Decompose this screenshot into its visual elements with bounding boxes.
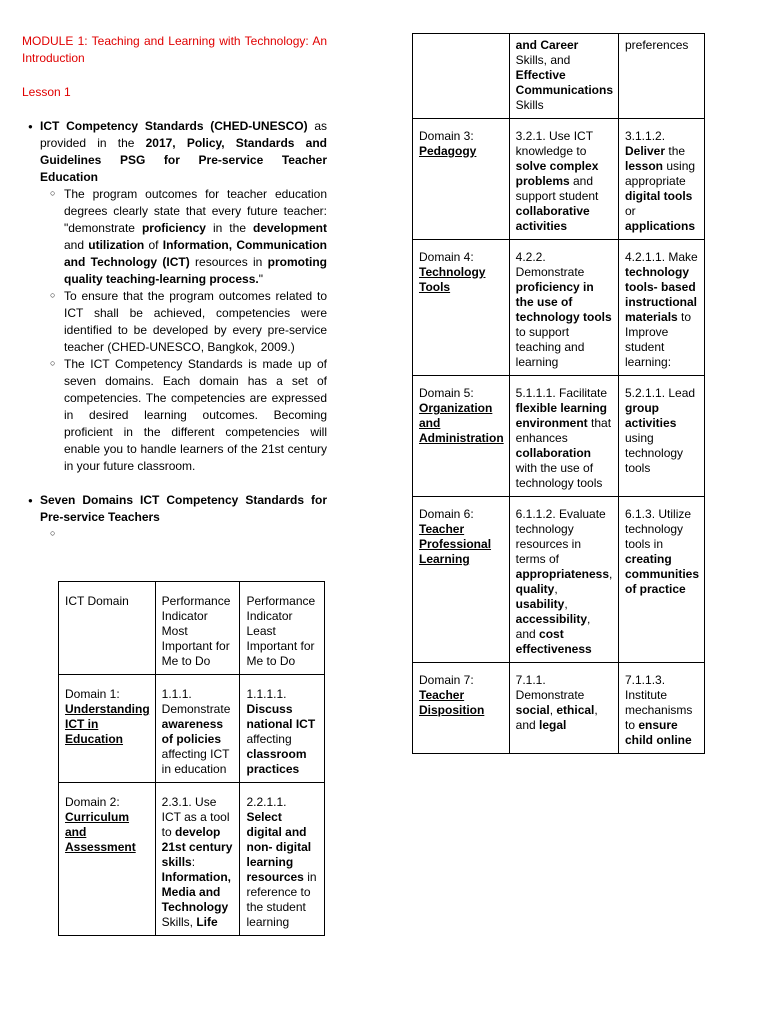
text: 6.1.3. Utilize technology tools in [625,507,692,551]
text: : [191,855,196,869]
text: collaboration [515,446,591,460]
domain-cell [413,376,510,497]
text: collaborative activities [515,204,590,233]
text: Effective Communications [515,68,613,97]
text: 2.3.1. Use ICT as a tool to [161,795,230,839]
text: 1.1.1. Demonstrate [161,687,231,716]
text: and Career [515,38,579,52]
text: , [554,582,558,596]
text: Select digital and non- digital learning resources [246,810,312,884]
most-important-cell [509,376,618,497]
text: in reference to the student learning [246,870,317,929]
domain-name: Teacher Professional Learning [419,522,492,566]
domains-table-part2 [412,33,705,754]
domain-name: Curriculum and Assessment [65,810,136,854]
most-important-cell [509,240,618,376]
domain-name: Pedagogy [419,144,477,158]
bullet1-head-bold2: 2017, Policy, Standards and Guidelines PSG for Pre-service Teacher Education [40,136,327,184]
domain-name: Technology Tools [419,265,486,294]
text: lesson [625,159,664,173]
table-row [413,663,705,754]
text: Domain 3: [419,129,474,143]
text: flexible learning environment [515,401,608,430]
sub-bullet-competencies: ○ To ensure that the program outcomes related to ICT shall be achieved, competencies were identified to be developed by every pre-service teacher (CHED-UNESCO, Bangkok, 2009.) [22,288,327,356]
text: using technology tools [625,431,684,475]
most-important-cell [155,783,240,936]
domain-name: Teacher Disposition [419,688,485,717]
empty-sub-bullet [22,526,327,543]
text: solve complex problems [515,159,599,188]
text: social [515,703,550,717]
header-most-important: Performance Indicator Most Important for Me to Do [155,582,240,675]
table-row [413,240,705,376]
table-row [59,582,325,675]
text: , [564,597,568,611]
text: technology tools- based instructional materials [625,265,698,324]
bullet-seven-domains: ● Seven Domains ICT Competency Standards for Pre-service Teachers [22,492,327,526]
domain-cell [59,675,156,783]
text: to Improve student learning: [625,310,692,369]
least-important-cell [619,497,705,663]
text: Information, Media and Technology [161,870,231,914]
text: promoting quality teaching-learning process. [64,255,327,286]
header-least-important: Performance Indicator Least Important for Me to Do [240,582,325,675]
text: group activities [625,401,677,430]
text: applications [625,219,696,233]
domain-cell [413,663,510,754]
text: Skills [515,98,544,112]
text: cost effectiveness [515,627,592,656]
text: proficiency in the use of technology tools [515,280,612,324]
least-important-cell [619,119,705,240]
text: 5.2.1.1. Lead [625,386,696,400]
text: Domain 5: [419,386,474,400]
text: Discuss national ICT [246,702,316,731]
text: 2.2.1.1. [246,795,287,809]
text: utilization [88,238,145,252]
domain-name: Organization and Administration [419,401,504,445]
text: Information, Communication and Technology (ICT) [64,238,327,269]
text: Life [196,915,218,929]
text: legal [539,718,567,732]
lesson-label: Lesson 1 [22,85,71,99]
table-row [413,376,705,497]
bullet1-head-bold: ICT Competency Standards (CHED-UNESCO) [40,119,308,133]
most-important-cell [155,675,240,783]
text: quality [515,582,555,596]
text: using appropriate [625,159,696,188]
text: awareness of policies [161,717,224,746]
text: Skills, and [515,53,571,67]
domain-cell [413,34,510,119]
text: 7.1.1.3. Institute mechanisms to [625,673,693,732]
header-ict-domain: ICT Domain [59,582,156,675]
most-important-cell [509,663,618,754]
table-row [59,783,325,936]
most-important-cell [509,497,618,663]
text: 4.2.1.1. Make [625,250,698,264]
text: The program outcomes for teacher education degrees clearly state that every future teacher: "demonstrate [64,187,327,235]
text: appropriateness [515,567,610,581]
text: and support student [515,174,599,203]
text: ensure child online [625,718,692,747]
text: and [64,238,89,252]
domain-name: Understanding ICT in Education [65,702,150,746]
text: Domain 7: [419,673,474,687]
text: Domain 6: [419,507,474,521]
text: affecting ICT in education [161,747,230,776]
text: develop 21st century skills [161,825,233,869]
text: Domain 1: [65,687,120,701]
table-row [413,497,705,663]
least-important-cell [240,783,325,936]
table-row [413,34,705,119]
most-important-cell [509,119,618,240]
text: affecting [246,732,292,746]
left-column [22,33,327,543]
text: the [665,144,686,158]
text: classroom practices [246,747,307,776]
text: development [252,221,327,235]
least-important-cell [619,240,705,376]
domain-cell [413,497,510,663]
text: usability [515,597,565,611]
least-important-cell [619,663,705,754]
text: 1.1.1.1. [246,687,287,701]
text: 5.1.1.1. Facilitate [515,386,608,400]
domain-cell [413,119,510,240]
text: of [144,238,163,252]
text: Deliver [625,144,666,158]
text: creating communities of practice [625,552,700,596]
table-row [413,119,705,240]
sub-bullet-seven-domains: ○ The ICT Competency Standards is made up of seven domains. Each domain has a set of competencies. The competencies are expressed in desired learning outcomes. Becoming proficient in the different competencies will enable you to handle learners of the 21st century in your future classroom. [22,356,327,475]
text: , and [515,612,591,641]
text: resources in [189,255,268,269]
bullet-ict-standards [22,118,327,186]
text: that enhances [515,416,612,445]
text: proficiency [141,221,206,235]
most-important-cell [509,34,618,119]
domain-cell [59,783,156,936]
module-title: MODULE 1: Teaching and Learning with Technology: An Introduction [22,34,327,65]
text: , [609,567,613,581]
text: or [625,204,636,218]
sub-bullet-outcomes [22,186,327,288]
text: accessibility [515,612,588,626]
domains-table-part1 [58,581,325,936]
text: " [258,272,263,286]
text: Skills, [161,915,197,929]
text: in the [205,221,253,235]
text: , and [515,703,598,732]
text: with the use of technology tools [515,461,603,490]
text: digital tools [625,189,693,203]
text: , [549,703,557,717]
bullet1-head-rest: as provided in the [40,119,327,150]
least-important-cell: preferences [619,34,705,119]
text: 3.2.1. Use ICT knowledge to [515,129,593,158]
text: to support teaching and learning [515,325,585,369]
least-important-cell [240,675,325,783]
least-important-cell [619,376,705,497]
text: 7.1.1. Demonstrate [515,673,585,702]
text: 3.1.1.2. [625,129,666,143]
text: Domain 2: [65,795,120,809]
text: Domain 4: [419,250,474,264]
text: 6.1.1.2. Evaluate technology resources in terms of [515,507,606,566]
table-row [59,675,325,783]
text: ethical [556,703,595,717]
domain-cell [413,240,510,376]
text: 4.2.2. Demonstrate [515,250,585,279]
